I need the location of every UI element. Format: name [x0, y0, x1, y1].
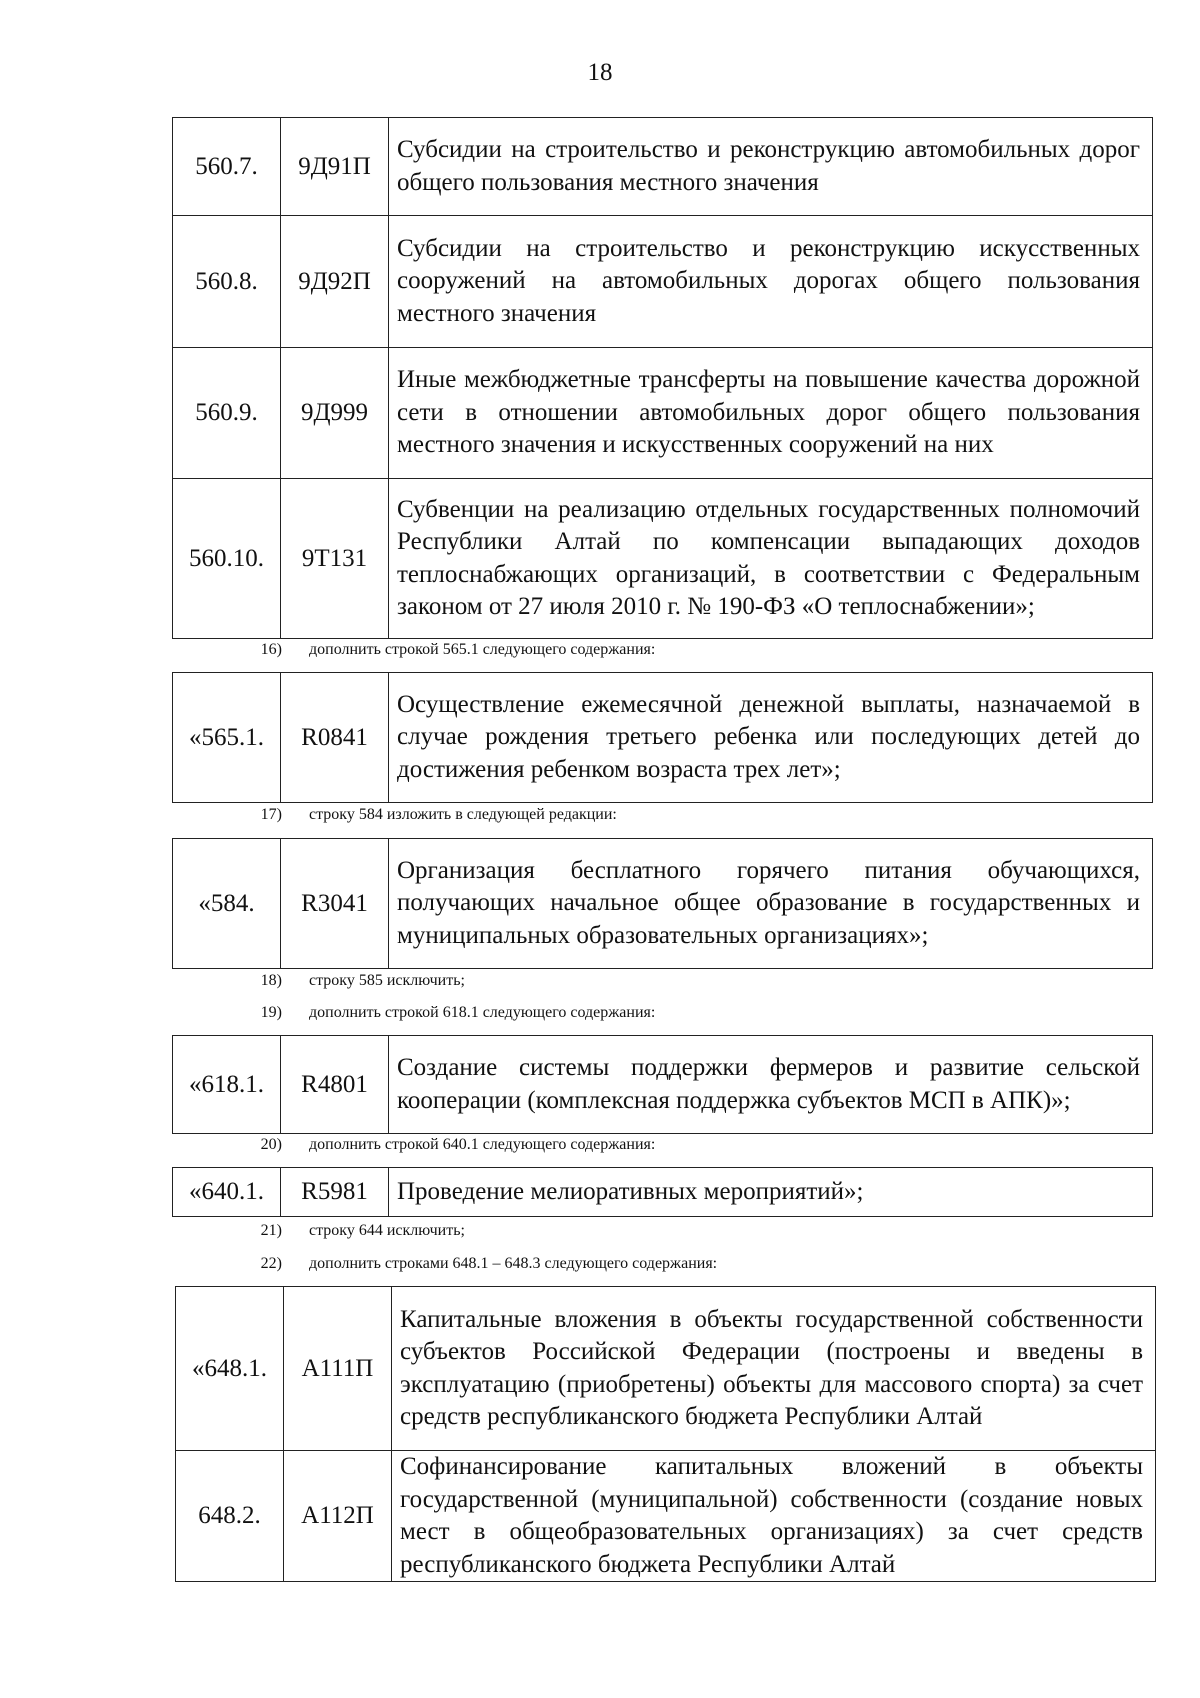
row-description: Софинансирование капитальных вложений в объекты государственной (муниципальной) собственности (создание новых мест в общеобразовательных организациях) за счет средств республиканского бюджета Республики Алтай: [392, 1451, 1156, 1582]
instruction-22: [172, 1255, 1152, 1285]
row-number: 560.8.: [173, 216, 281, 348]
table-row: [173, 673, 1153, 803]
instruction-text: строку 585 исключить;: [309, 972, 465, 989]
instruction-17: [172, 806, 1152, 836]
row-number: 560.10.: [173, 479, 281, 639]
row-description: Осуществление ежемесячной денежной выплаты, назначаемой в случае рождения третьего ребенка или последующих детей до достижения ребенком возраста трех лет»;: [389, 673, 1153, 803]
instruction-16: [172, 641, 1152, 671]
instruction-number: 20): [260, 1136, 282, 1153]
table-row: [176, 1451, 1156, 1582]
row-code: 9Д92П: [281, 216, 389, 348]
table-row: [173, 1036, 1153, 1134]
row-description: Организация бесплатного горячего питания обучающихся, получающих начальное общее образование в государственных и муниципальных образовательных организациях»;: [389, 839, 1153, 969]
code-table-648: [175, 1286, 1156, 1582]
row-number: «640.1.: [173, 1168, 281, 1217]
code-table-640-1: [172, 1167, 1153, 1217]
row-code: 9Д91П: [281, 118, 389, 216]
instruction-20: [172, 1136, 1152, 1166]
row-number: «584.: [173, 839, 281, 969]
instruction-18: [172, 972, 1152, 1002]
instruction-text: дополнить строкой 565.1 следующего содержания:: [309, 641, 656, 658]
code-table-584: [172, 838, 1153, 969]
instruction-text: строку 584 изложить в следующей редакции:: [309, 806, 617, 823]
row-description: Субвенции на реализацию отдельных государственных полномочий Республики Алтай по компенсации выпадающих доходов теплоснабжающих организаций, в соответствии с Федеральным законом от 27 июля 2010 г. № 190-ФЗ «О теплоснабжении»;: [389, 479, 1153, 639]
instruction-21: [172, 1222, 1152, 1252]
instruction-number: 16): [260, 641, 282, 658]
instruction-text: строку 644 исключить;: [309, 1222, 465, 1239]
row-code: А111П: [284, 1287, 392, 1451]
row-code: R0841: [281, 673, 389, 803]
table-row: [173, 1168, 1153, 1217]
instruction-number: 17): [260, 806, 282, 823]
row-number: «648.1.: [176, 1287, 284, 1451]
row-code: 9Т131: [281, 479, 389, 639]
table-row: [173, 839, 1153, 969]
instruction-text: дополнить строкой 640.1 следующего содержания:: [309, 1136, 656, 1153]
row-code: R3041: [281, 839, 389, 969]
table-row: [173, 479, 1153, 639]
row-number: «618.1.: [173, 1036, 281, 1134]
instruction-number: 21): [260, 1222, 282, 1239]
row-code: А112П: [284, 1451, 392, 1582]
instruction-number: 18): [260, 972, 282, 989]
row-number: 560.7.: [173, 118, 281, 216]
instruction-text: дополнить строкой 618.1 следующего содержания:: [309, 1004, 656, 1021]
row-code: R5981: [281, 1168, 389, 1217]
row-description: Проведение мелиоративных мероприятий»;: [389, 1168, 1153, 1217]
row-description: Иные межбюджетные трансферты на повышение качества дорожной сети в отношении автомобильных дорог общего пользования местного значения и искусственных сооружений на них: [389, 348, 1153, 479]
row-description: Субсидии на строительство и реконструкцию автомобильных дорог общего пользования местного значения: [389, 118, 1153, 216]
instruction-number: 22): [260, 1255, 282, 1272]
instruction-19: [172, 1004, 1152, 1034]
table-row: [173, 216, 1153, 348]
row-description: Капитальные вложения в объекты государственной собственности субъектов Российской Федерации (построены и введены в эксплуатацию (приобретены) объекты для массового спорта) за счет средств республиканского бюджета Республики Алтай: [392, 1287, 1156, 1451]
row-description: Субсидии на строительство и реконструкцию искусственных сооружений на автомобильных дорогах общего пользования местного значения: [389, 216, 1153, 348]
code-table-565-1: [172, 672, 1153, 803]
row-number: «565.1.: [173, 673, 281, 803]
table-row: [173, 348, 1153, 479]
row-description: Создание системы поддержки фермеров и развитие сельской кооперации (комплексная поддержка субъектов МСП в АПК)»;: [389, 1036, 1153, 1134]
instruction-text: дополнить строками 648.1 – 648.3 следующего содержания:: [309, 1255, 718, 1272]
row-number: 648.2.: [176, 1451, 284, 1582]
page-number: 18: [587, 59, 613, 86]
row-code: R4801: [281, 1036, 389, 1134]
instruction-number: 19): [260, 1004, 282, 1021]
table-row: [173, 118, 1153, 216]
row-code: 9Д999: [281, 348, 389, 479]
row-number: 560.9.: [173, 348, 281, 479]
code-table-560: [172, 117, 1153, 639]
code-table-618-1: [172, 1035, 1153, 1134]
table-row: [176, 1287, 1156, 1451]
